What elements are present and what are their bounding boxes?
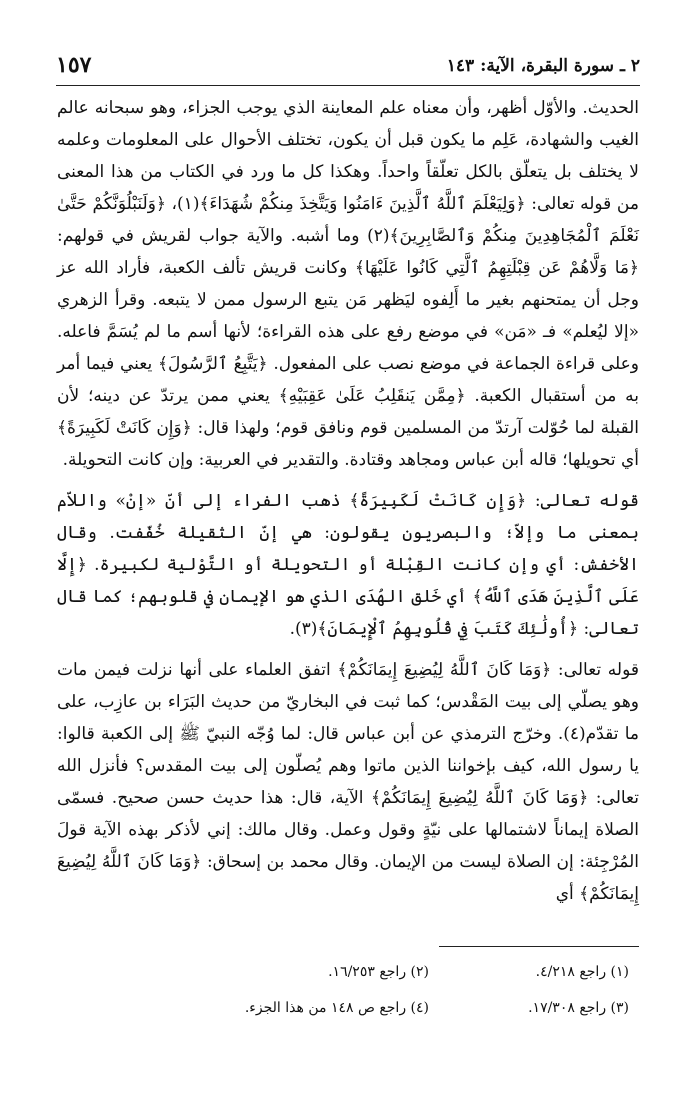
footnote-1: (١) راجع ٤/٢١٨. <box>535 964 629 980</box>
page-header <box>56 52 640 82</box>
header-divider <box>56 85 640 86</box>
page-number: ١٥٧ <box>56 52 92 78</box>
footnote-3: (٣) راجع ١٧/٣٠٨. <box>528 1000 629 1016</box>
footnotes <box>57 958 639 1030</box>
main-text <box>57 92 639 910</box>
footnote-4: (٤) راجع ص ١٤٨ من هذا الجزء. <box>244 1000 429 1016</box>
paragraph-2: قوله تعالى: ﴿وَإِن كَانَتْ لَكَبِيرَةً﴾ ذهب الفراء إلى أنّ «إنْ» واللاّم بمعنى ما وإلاّ؛ والبصريون يقولون: هي إنّ الثقيلة خُفّفت. وقال الأخفش: أي وإن كانت القِبْلة أو التحويلة أو التَّوْلية لكبيرة. ﴿إِلَّا عَلَى ٱلَّذِينَ هَدَى ٱللَّهُ﴾ أي خَلق الهُدَى الذي هو الإيمان في قلوبهم؛ كما قال تعالى: ﴿أُولَٰئِكَ كَتَبَ فِي قُلُوبِهِمُ ٱلْإِيمَانَ﴾(٣). <box>57 491 639 639</box>
footnote-2: (٢) راجع ١٦/٢٥٣. <box>328 964 429 980</box>
footnote-row <box>57 994 639 1030</box>
running-title: ٢ ـ سورة البقرة، الآية: ١٤٣ <box>446 56 640 76</box>
paragraph-3: قوله تعالى: ﴿وَمَا كَانَ ٱللَّهُ لِيُضِيعَ إِيمَانَكُمْ﴾ اتفق العلماء على أنها نزلت فيمن مات وهو يصلّي إلى بيت المَقْدس؛ كما ثبت في البخاريّ من حديث البَرَاء بن عازِب، على ما تقدّم(٤). وخرّج الترمذي عن أبن عباس قال: لما وُجّه النبيّ ﷺ إلى الكعبة قالوا: يا رسول الله، كيف بإخواننا الذين ماتوا وهم يُصلّون إلى بيت المقدس؟ فأنزل الله تعالى: ﴿وَمَا كَانَ ٱللَّهُ لِيُضِيعَ إِيمَانَكُمْ﴾ الآية، قال: هذا حديث حسن صحيح. فسمّى الصلاة إيماناً لاشتمالها على نيّةٍ وقول وعمل. وقال مالك: إني لأذكر بهذه الآية قولَ المُرْجِئة: إن الصلاة ليست من الإيمان. وقال محمد بن إسحاق: ﴿وَمَا كَانَ ٱللَّهُ لِيُضِيعَ إِيمَانَكُمْ﴾ أي <box>57 660 640 904</box>
footnote-divider <box>439 946 639 947</box>
paragraph-1: الحديث. والأوّل أظهر، وأن معناه علم المعاينة الذي يوجب الجزاء، وهو سبحانه عالم الغيب والشهادة، عَلِم ما يكون قبل أن يكون، تختلف الأحوال على المعلومات وعلمه لا يختلف بل يتعلّق بالكل تعلّقاً واحداً. وهكذا كل ما ورد في الكتاب من هذا المعنى من قوله تعالى: ﴿وَلِيَعْلَمَ ٱللَّهُ ٱلَّذِينَ ءَامَنُوا وَيَتَّخِذَ مِنكُمْ شُهَدَاءَ﴾(١)، ﴿وَلَنَبْلُوَنَّكُمْ حَتَّىٰ نَعْلَمَ ٱلْمُجَاهِدِينَ مِنكُمْ وَٱلصَّابِرِينَ﴾(٢) وما أشبه. والآية جواب لقريش في قولهم: ﴿مَا وَلَّاهُمْ عَن قِبْلَتِهِمُ ٱلَّتِي كَانُوا عَلَيْهَا﴾ وكانت قريش تألف الكعبة، فأراد الله عز وجل أن يمتحنهم بغير ما أَلِفوه ليَظهر مَن يتبع الرسول ممن لا يتبعه. وقرأ الزهري «إلا ليُعلم» فـ «مَن» في موضع رفع على هذه القراءة؛ لأنها أسم ما لم يُسَمَّ فاعله. وعلى قراءة الجماعة في موضع نصب على المفعول. ﴿يَتَّبِعُ ٱلرَّسُولَ﴾ يعني فيما أمر به من أستقبال الكعبة. ﴿مِمَّن يَنقَلِبُ عَلَىٰ عَقِبَيْهِ﴾ يعني ممن يرتدّ عن دينه؛ لأن القبلة لما حُوّلت آرتدّ من المسلمين قوم ونافق قوم؛ ولهذا قال: ﴿وَإِن كَانَتْ لَكَبِيرَةً﴾ أي تحويلها؛ قاله أبن عباس ومجاهد وقتادة. والتقدير في العربية: وإن كانت التحويلة. <box>57 98 639 470</box>
footnote-row <box>57 958 639 994</box>
